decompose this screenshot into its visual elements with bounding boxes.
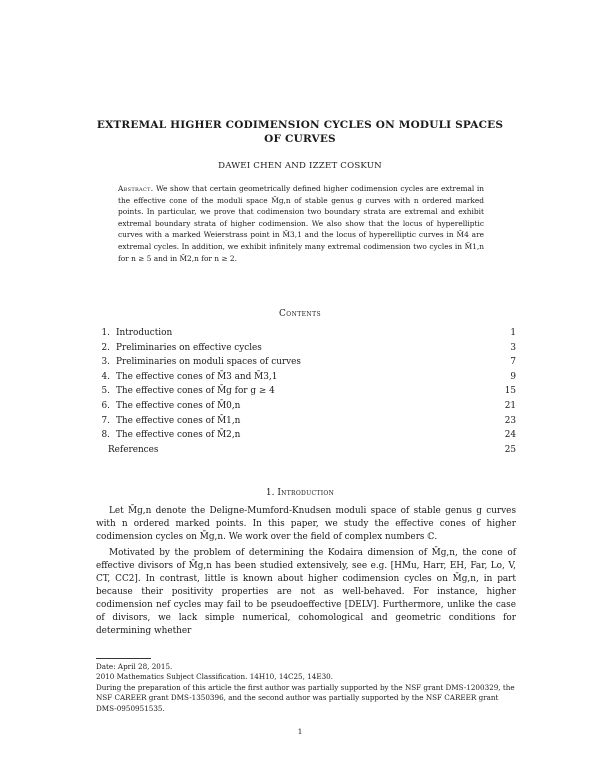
title-line-2: OF CURVES xyxy=(264,133,336,145)
toc-number: 4. xyxy=(101,371,110,382)
authors: DAWEI CHEN AND IZZET COSKUN xyxy=(218,161,382,171)
toc-label: The effective cones of M̄2,n xyxy=(116,430,241,441)
toc-label: The effective cones of M̄0,n xyxy=(116,400,241,411)
paragraph-2: Motivated by the problem of determining the Kodaira dimension of M̄g,n, the cone of effective divisors of M̄g,n has been studied extensively, see e.g. [HMu, Harr, EH, Far, Lo, V, CT, CC2]. In contrast, little is known about higher codimension cycles on M̄g,n, in part because their positivity properties are not as well-behaved. For instance, higher codimension nef cycles may fail to be pseudoeffective [DELV]. Furthermore, unlike the case of divisors, we lack simple numerical, cohomological and geometric conditions for determining whether xyxy=(96,548,516,636)
toc-entry-3[interactable] xyxy=(96,355,516,370)
toc-entry-references[interactable] xyxy=(96,443,516,458)
abstract-label: Abstract. xyxy=(118,184,154,193)
toc-label: Preliminaries on moduli spaces of curves xyxy=(116,357,301,368)
footnote-rule xyxy=(96,658,151,659)
footnote-funding: During the preparation of this article the first author was partially supported by the NSF grant DMS-1200329, the NSF CAREER grant DMS-1350396, and the second author was partially supported by the NSF CAREER grant DMS-0950951535. xyxy=(96,682,515,713)
footnote-date: Date: April 28, 2015. xyxy=(96,662,173,671)
toc-label: The effective cones of M̄g for g ≥ 4 xyxy=(116,386,275,397)
toc-page: 24 xyxy=(504,430,516,441)
toc-number: 1. xyxy=(101,328,110,338)
toc-page: 1 xyxy=(510,328,516,338)
table-of-contents xyxy=(96,326,516,457)
toc-number: 2. xyxy=(101,342,110,353)
toc-page: 7 xyxy=(510,357,516,368)
toc-entry-6[interactable] xyxy=(96,399,516,414)
toc-number: 6. xyxy=(101,400,110,411)
section-number: 1. xyxy=(265,488,275,498)
toc-entry-4[interactable] xyxy=(96,370,516,385)
toc-page: 9 xyxy=(510,371,516,382)
toc-entry-5[interactable] xyxy=(96,384,516,399)
contents-heading: Contents xyxy=(279,309,321,319)
toc-label: The effective cones of M̄3 and M̄3,1 xyxy=(116,371,278,382)
toc-entry-1[interactable] xyxy=(96,326,516,341)
toc-entry-7[interactable] xyxy=(96,414,516,429)
toc-page: 3 xyxy=(510,342,516,353)
toc-page: 15 xyxy=(504,386,516,397)
toc-number: 3. xyxy=(101,357,110,368)
abstract xyxy=(118,183,484,264)
page-number: 1 xyxy=(297,727,303,736)
toc-label: Introduction xyxy=(116,328,173,338)
section-heading xyxy=(0,488,600,498)
toc-page: 25 xyxy=(504,444,516,455)
toc-number: 7. xyxy=(101,415,110,426)
toc-entry-2[interactable] xyxy=(96,341,516,356)
toc-entry-8[interactable] xyxy=(96,428,516,443)
toc-number: 8. xyxy=(101,430,110,441)
toc-label: Preliminaries on effective cycles xyxy=(116,342,262,353)
toc-label: The effective cones of M̄1,n xyxy=(116,415,241,426)
toc-page: 23 xyxy=(504,415,516,426)
toc-number: 5. xyxy=(101,386,110,397)
section-title: Introduction xyxy=(277,488,335,498)
paper-title xyxy=(0,118,600,146)
footnote-msc: 2010 Mathematics Subject Classification. 14H10, 14C25, 14E30. xyxy=(96,672,334,682)
paragraph-1: Let M̄g,n denote the Deligne-Mumford-Knudsen moduli space of stable genus g curves with n ordered marked points. In this paper, we study the effective cones of higher codimension cycles on M̄g,n. We work over the field of complex numbers ℂ. xyxy=(96,506,516,542)
footnotes xyxy=(96,662,516,714)
abstract-text: We show that certain geometrically defined higher codimension cycles are extremal in the effective cone of the moduli space M̄g,n of stable genus g curves with n ordered marked points. In particular, we prove that codimension two boundary strata are extremal and exhibit extremal boundary strata of higher codimension. We also show that the locus of hyperelliptic curves with a marked Weierstrass point in M̄3,1 and the locus of hyperelliptic curves in M̄4 are extremal cycles. In addition, we exhibit infinitely many extremal codimension two cycles in M̄1,n for n ≥ 5 and in M̄2,n for n ≥ 2. xyxy=(118,184,484,263)
toc-label: References xyxy=(108,444,159,455)
toc-page: 21 xyxy=(504,400,516,411)
title-line-1: EXTREMAL HIGHER CODIMENSION CYCLES ON MODULI SPACES xyxy=(96,119,504,131)
